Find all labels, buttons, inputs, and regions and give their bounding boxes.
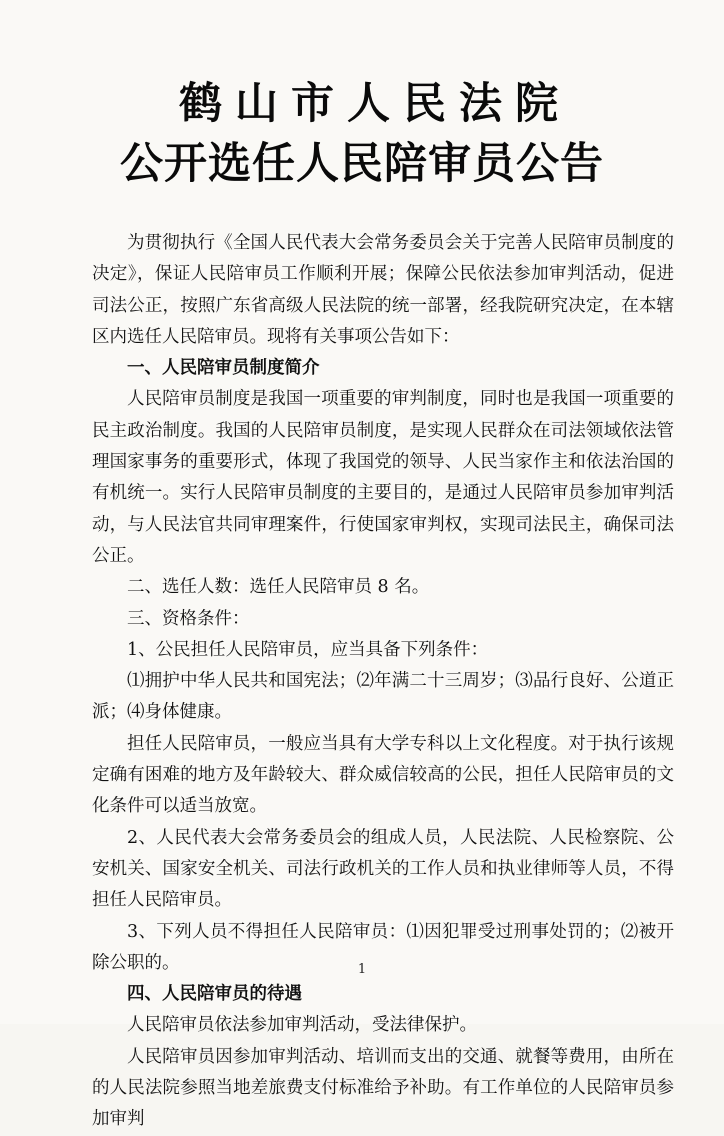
document-title-line2: 公开选任人民陪审员公告 — [120, 139, 604, 189]
paragraph-qualification-3: 3、下列人员不得担任人民陪审员：⑴因犯罪受过刑事处罚的；⑵被开除公职的。 — [92, 921, 674, 973]
paragraph-education: 担任人民陪审员，一般应当具有大学专科以上文化程度。对于执行该规定确有困难的地方及年龄较大、群众威信较高的公民，担任人民陪审员的文化条件可以适当放宽。 — [92, 733, 674, 817]
paragraph-allowance: 人民陪审员因参加审判活动、培训而支出的交通、就餐等费用，由所在的人民法院参照当地差旅费支付标准给予补助。有工作单位的人民陪审员参加审判 — [92, 1046, 674, 1130]
page-number: 1 — [357, 962, 367, 977]
section-heading-1: 一、人民陪审员制度简介 — [127, 358, 320, 379]
paragraph-qualifications-heading: 三、资格条件： — [127, 608, 250, 629]
paragraph-qualification-list: ⑴拥护中华人民共和国宪法；⑵年满二十三周岁；⑶品行良好、公道正派；⑷身体健康。 — [92, 671, 674, 723]
paragraph-quota: 二、选任人数：选任人民陪审员 8 名。 — [127, 577, 430, 598]
document-title-line1: 鹤山市人民法院 — [179, 79, 571, 129]
paragraph-qualification-1: 1、公民担任人民陪审员，应当具备下列条件： — [127, 639, 489, 660]
paragraph-system-intro: 人民陪审员制度是我国一项重要的审判制度，同时也是我国一项重要的民主政治制度。我国的人民陪审员制度，是实现人民群众在司法领域依法管理国家事务的重要形式，体现了我国党的领导、人民当家作主和依法治国的有机统一。实行人民陪审员制度的主要目的，是通过人民陪审员参加审判活动，与人民法官共同审理案件，行使国家审判权，实现司法民主，确保司法公正。 — [92, 389, 674, 566]
paragraph-intro: 为贯彻执行《全国人民代表大会常务委员会关于完善人民陪审员制度的决定》，保证人民陪审员工作顺利开展；保障公民依法参加审判活动，促进司法公正，按照广东省高级人民法院的统一部署，经我院研究决定，在本辖区内选任人民陪审员。现将有关事项公告如下： — [92, 233, 674, 347]
paragraph-qualification-2: 2、人民代表大会常务委员会的组成人员，人民法院、人民检察院、公安机关、国家安全机关、司法行政机关的工作人员和执业律师等人员，不得担任人民陪审员。 — [92, 827, 674, 911]
paragraph-protection: 人民陪审员依法参加审判活动，受法律保护。 — [127, 1015, 477, 1036]
document-body — [92, 228, 674, 1136]
section-heading-4: 四、人民陪审员的待遇 — [127, 984, 302, 1005]
